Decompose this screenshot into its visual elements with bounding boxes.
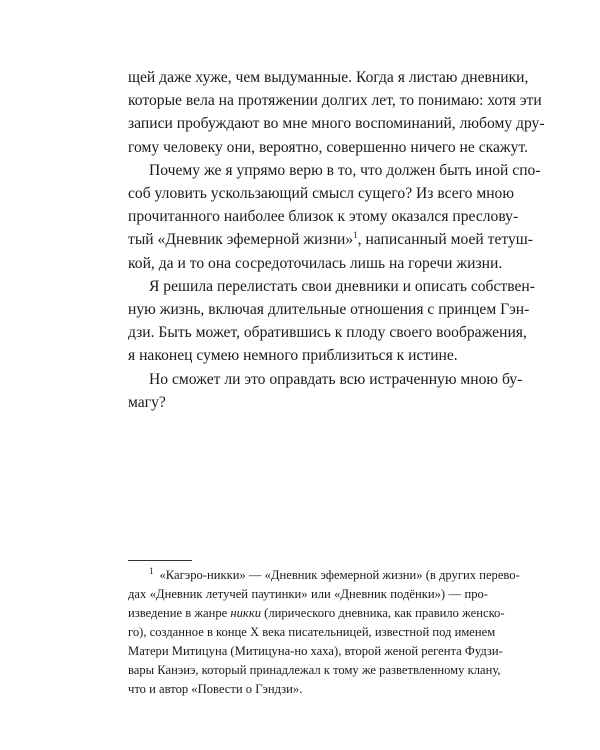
- italic-term: никки: [230, 606, 262, 620]
- paragraph-start-line: Почему же я упрямо верю в то, что должен быть иной спо-: [149, 161, 541, 179]
- text-segment: , написанный моей тетуш-: [357, 231, 533, 249]
- text-line-with-footnote-ref: [128, 228, 533, 251]
- text-line: ную жизнь, включая длительные отношения с принцем Гэн-: [128, 301, 530, 319]
- text-line: которые вела на протяжении долгих лет, то понимаю: хотя эти: [128, 92, 542, 110]
- text-line: соб уловить ускользающий смысл сущего? Из всего мною: [128, 185, 515, 203]
- text-line: я наконец сумею немного приблизиться к истине.: [128, 347, 458, 365]
- footnote-text: «Кагэро-никки» — «Дневник эфемерной жизни» (в других перево-: [159, 568, 520, 582]
- text-segment: изведение в жанре: [128, 606, 231, 620]
- footnote-block: [128, 565, 520, 699]
- footnote-line: дах «Дневник летучей паутинки» или «Дневник подёнки») — про-: [128, 587, 488, 601]
- main-text: [128, 66, 545, 414]
- text-line: дзи. Быть может, обратившись к плоду своего воображения,: [128, 324, 527, 342]
- footnote-number: 1: [149, 565, 154, 576]
- paragraph-start-line: Но сможет ли это оправдать всю истраченную мною бу-: [149, 370, 523, 388]
- text-line: кой, да и то она сосредоточилась лишь на горечи жизни.: [128, 254, 503, 272]
- footnote-divider: [128, 560, 192, 561]
- footnote-reference[interactable]: 1: [353, 230, 358, 241]
- text-segment: (лирического дневника, как правило женско-: [261, 606, 505, 620]
- footnote-line: вары Канэиэ, который принадлежал к тому же разветвленному клану,: [128, 663, 501, 677]
- text-line: записи пробуждают во мне много воспоминаний, любому дру-: [128, 115, 545, 133]
- text-segment: тый «Дневник эфемерной жизни»: [128, 231, 354, 249]
- text-line: щей даже хуже, чем выдуманные. Когда я листаю дневники,: [128, 69, 529, 86]
- text-line: магу?: [128, 393, 166, 411]
- text-line: прочитанного наиболее близок к этому оказался преслову-: [128, 208, 519, 226]
- paragraph-start-line: Я решила перелистать свои дневники и описать собствен-: [149, 277, 535, 295]
- footnote-line: [128, 565, 520, 585]
- footnote-line: Матери Митицуна (Митицуна-но хаха), второй женой регента Фудзи-: [128, 644, 503, 658]
- footnote-line: [128, 604, 505, 623]
- text-line: гому человеку они, вероятно, совершенно ничего не скажут.: [128, 138, 528, 156]
- footnote-line: го), созданное в конце X века писательницей, известной под именем: [128, 625, 496, 639]
- footnote-line: что и автор «Повести о Гэндзи».: [128, 682, 303, 696]
